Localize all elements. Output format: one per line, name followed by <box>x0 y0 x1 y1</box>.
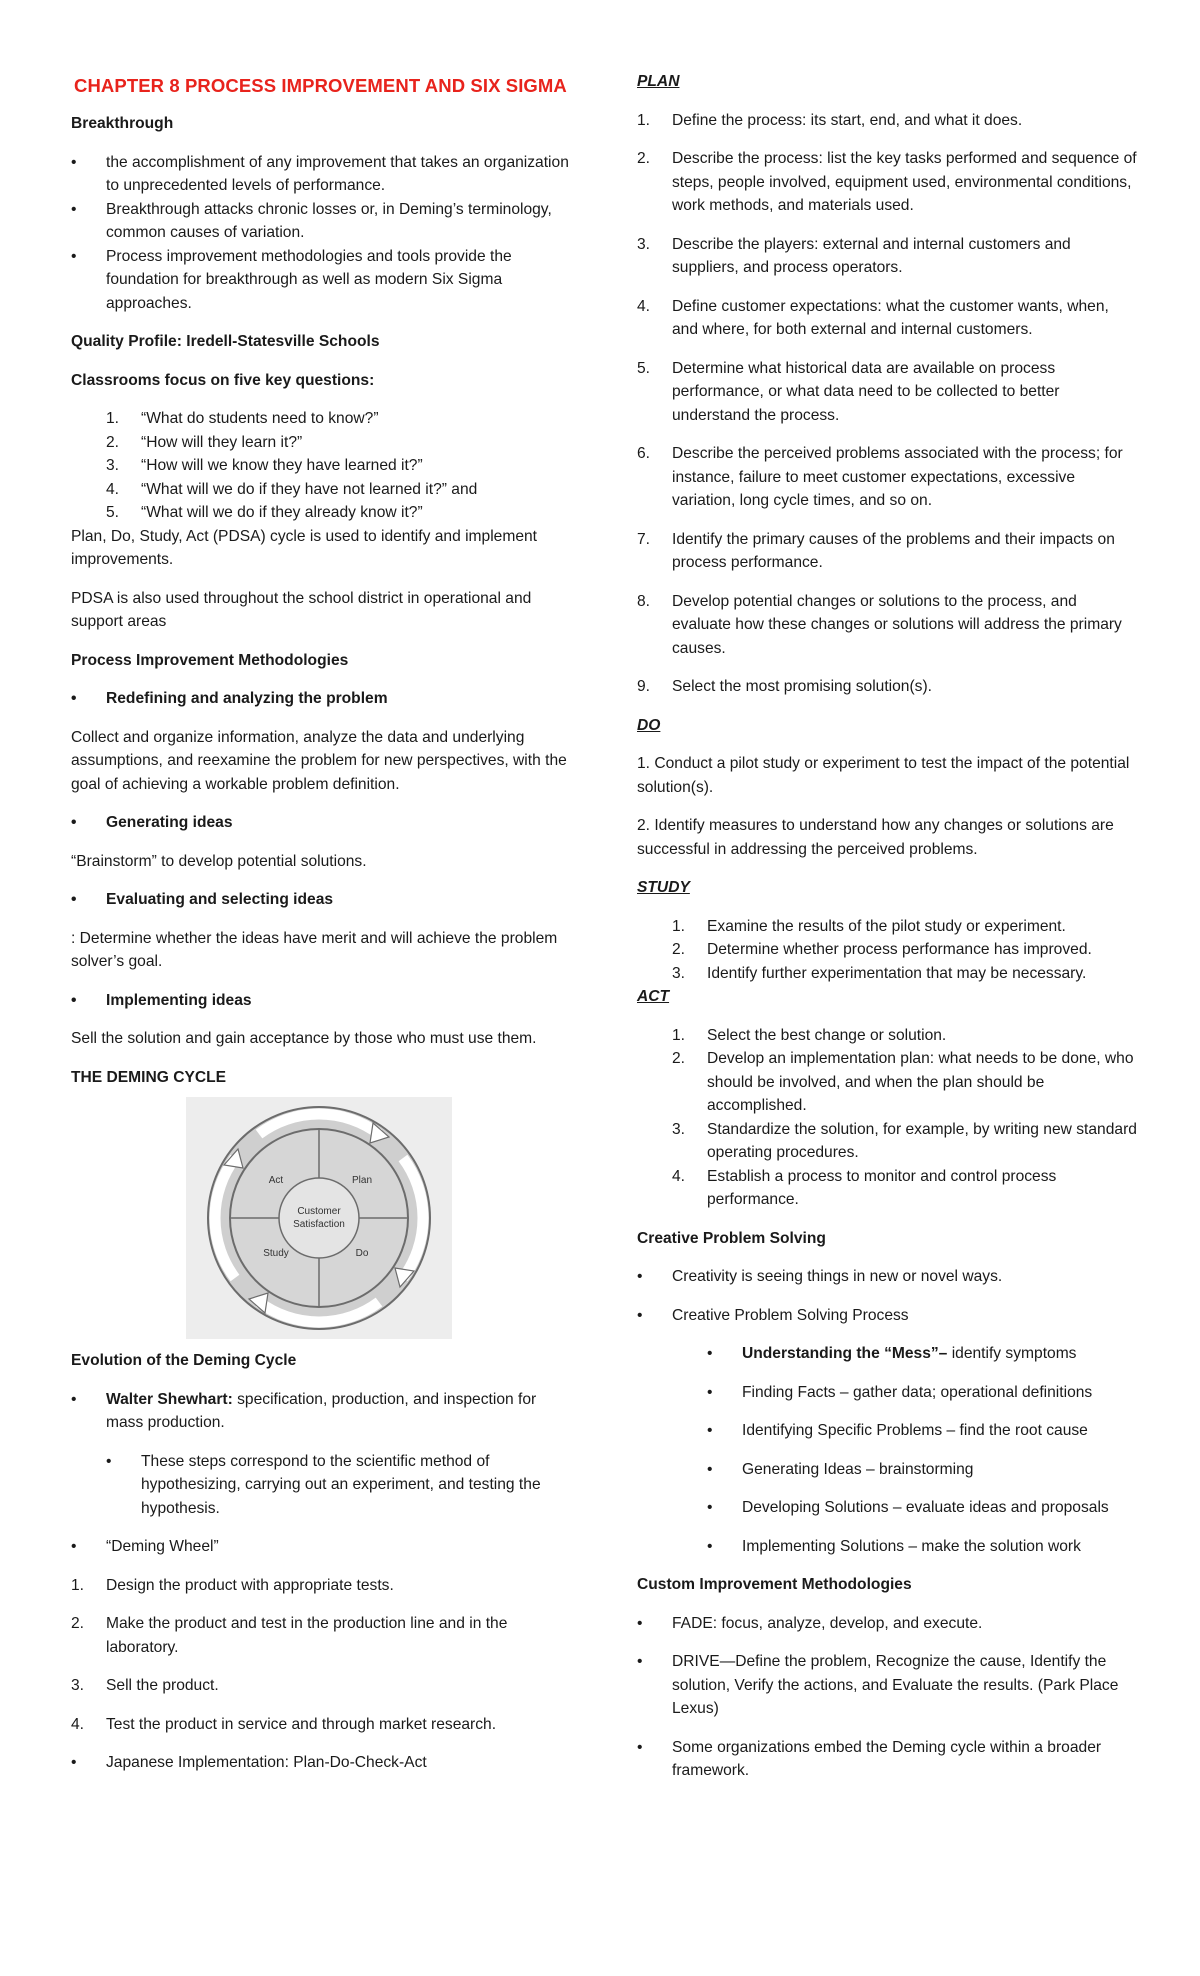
list-item: • Understanding the “Mess”– identify symptoms <box>707 1345 1077 1362</box>
list-item: 2. Make the product and test in the production line and in the laboratory. <box>71 1615 508 1656</box>
list-item: 4. “What will we do if they have not learned it?” and <box>106 480 478 498</box>
quality-profile-heading: Quality Profile: Iredell-Statesville Schools <box>71 333 380 350</box>
list-item: 5. “What will we do if they already know it?” <box>106 504 423 521</box>
classrooms-heading: Classrooms focus on five key questions: <box>71 371 375 389</box>
list-item: 2. Determine whether process performance has improved. <box>672 941 1092 958</box>
list-item: 9. Select the most promising solution(s). <box>637 678 932 695</box>
list-item: 3. Sell the product. <box>71 1677 219 1694</box>
do-heading: DO <box>637 716 661 734</box>
list-item: • Some organizations embed the Deming cycle within a broader framework. <box>637 1738 1102 1779</box>
list-item: 1. Define the process: its start, end, and what it does. <box>637 111 1023 129</box>
do-step: 1. Conduct a pilot study or experiment to test the impact of the potential solution(s). <box>637 755 1130 796</box>
list-item: 1. Design the product with appropriate tests. <box>71 1576 394 1594</box>
list-item: 2. “How will they learn it?” <box>106 433 303 451</box>
list-item: 1. Select the best change or solution. <box>672 1026 947 1044</box>
deming-cycle-diagram <box>186 1097 452 1339</box>
evolution-heading: Evolution of the Deming Cycle <box>71 1352 297 1369</box>
redefining-text: Collect and organize information, analyze the data and underlying assumptions, and reexamine the problem for new perspectives, with the goal of achieving a workable problem definition. <box>71 728 567 793</box>
list-item: 2. Develop an implementation plan: what needs to be done, who should be involved, and when the plan should be accomplished. <box>672 1050 1134 1114</box>
list-item: 6. Describe the perceived problems associated with the process; for instance, failure to meet customer expectations, excessive variation, long cycle times, and so on. <box>637 445 1123 509</box>
list-item: • These steps correspond to the scientific method of hypothesizing, carrying out an experiment, and testing the hypothesis. <box>106 1452 541 1517</box>
do-step: 2. Identify measures to understand how any changes or solutions are successful in addressing the perceived problems. <box>637 817 1114 858</box>
center-label-1: Customer <box>297 1206 341 1217</box>
list-item: 4. Establish a process to monitor and control process performance. <box>672 1167 1057 1208</box>
list-item: 1. “What do students need to know?” <box>106 410 379 427</box>
pdsa-text-2: PDSA is also used throughout the school district in operational and support areas <box>71 589 532 630</box>
study-label: Study <box>263 1248 289 1259</box>
list-item: • Finding Facts – gather data; operational definitions <box>707 1383 1093 1401</box>
plan-label: Plan <box>351 1175 373 1186</box>
act-heading: ACT <box>637 988 670 1005</box>
list-item: 3. “How will we know they have learned it?” <box>106 457 423 474</box>
list-item: 3. Describe the players: external and internal customers and suppliers, and process operators. <box>637 235 1071 276</box>
breakthrough-heading: Breakthrough <box>71 115 174 132</box>
plan-heading: PLAN <box>637 73 680 90</box>
list-item: • Walter Shewhart: specification, production, and inspection for mass production. <box>71 1390 537 1431</box>
list-item: • Generating Ideas – brainstorming <box>707 1460 974 1478</box>
list-item: • FADE: focus, analyze, develop, and execute. <box>637 1614 983 1632</box>
list-item: 3. Identify further experimentation that may be necessary. <box>672 964 1087 982</box>
list-item: 2. Describe the process: list the key tasks performed and sequence of steps, people involved, equipment used, environmental conditions, work methods, and materials used. <box>637 150 1137 214</box>
list-item: 4. Test the product in service and through market research. <box>71 1715 497 1733</box>
list-item: • Evaluating and selecting ideas <box>71 891 334 908</box>
creative-heading: Creative Problem Solving <box>637 1229 826 1247</box>
center-label-2: Satisfaction <box>293 1219 345 1230</box>
list-item: 1. Examine the results of the pilot study or experiment. <box>672 917 1066 935</box>
list-item: • Japanese Implementation: Plan-Do-Check-Act <box>71 1754 427 1771</box>
left-column <box>71 70 571 1775</box>
list-item: 5. Determine what historical data are available on process performance, or what data need to be collected to better understand the process. <box>637 359 1060 424</box>
custom-heading: Custom Improvement Methodologies <box>637 1576 912 1593</box>
list-item: • Breakthrough attacks chronic losses or, in Deming’s terminology, common causes of variation. <box>71 200 552 241</box>
evaluating-text: : Determine whether the ideas have merit and will achieve the problem solver’s goal. <box>71 929 558 970</box>
list-item: 8. Develop potential changes or solutions to the process, and evaluate how these changes or solutions will address the primary causes. <box>637 592 1122 657</box>
list-item: 4. Define customer expectations: what the customer wants, when, and where, for both external and internal customers. <box>637 297 1109 338</box>
list-item: 7. Identify the primary causes of the problems and their impacts on process performance. <box>637 530 1115 571</box>
study-heading: STUDY <box>637 879 690 896</box>
list-item: • DRIVE—Define the problem, Recognize the cause, Identify the solution, Verify the actions, and Evaluate the results. (Park Place Lexus) <box>637 1653 1119 1717</box>
generating-text: “Brainstorm” to develop potential solutions. <box>71 852 367 870</box>
list-item: • “Deming Wheel” <box>71 1538 219 1555</box>
list-item: • the accomplishment of any improvement that takes an organization to unprecedented levels of performance. <box>71 153 569 194</box>
act-label: Act <box>268 1175 284 1186</box>
list-item: • Implementing ideas <box>71 991 252 1009</box>
implementing-text: Sell the solution and gain acceptance by those who must use them. <box>71 1030 537 1047</box>
center-circle <box>279 1178 359 1258</box>
list-item: • Implementing Solutions – make the solution work <box>707 1537 1081 1555</box>
list-item: • Generating ideas <box>71 814 233 831</box>
do-label: Do <box>355 1248 369 1259</box>
list-item: • Redefining and analyzing the problem <box>71 690 388 707</box>
list-item: 3. Standardize the solution, for example, by writing new standard operating procedures. <box>672 1120 1137 1161</box>
list-item: • Identifying Specific Problems – find the root cause <box>707 1422 1088 1439</box>
list-item: • Developing Solutions – evaluate ideas and proposals <box>707 1499 1109 1516</box>
pim-heading: Process Improvement Methodologies <box>71 651 349 669</box>
list-item: • Creativity is seeing things in new or novel ways. <box>637 1268 1003 1285</box>
list-item: • Process improvement methodologies and tools provide the foundation for breakthrough as well as modern Six Sigma approaches. <box>71 247 512 312</box>
list-item: • Creative Problem Solving Process <box>637 1306 909 1324</box>
pdsa-text: Plan, Do, Study, Act (PDSA) cycle is used to identify and implement improvements. <box>71 527 537 568</box>
right-column <box>637 70 1137 1783</box>
chapter-title: CHAPTER 8 PROCESS IMPROVEMENT AND SIX SIGMA <box>74 75 567 96</box>
deming-cycle-heading: THE DEMING CYCLE <box>71 1068 227 1086</box>
